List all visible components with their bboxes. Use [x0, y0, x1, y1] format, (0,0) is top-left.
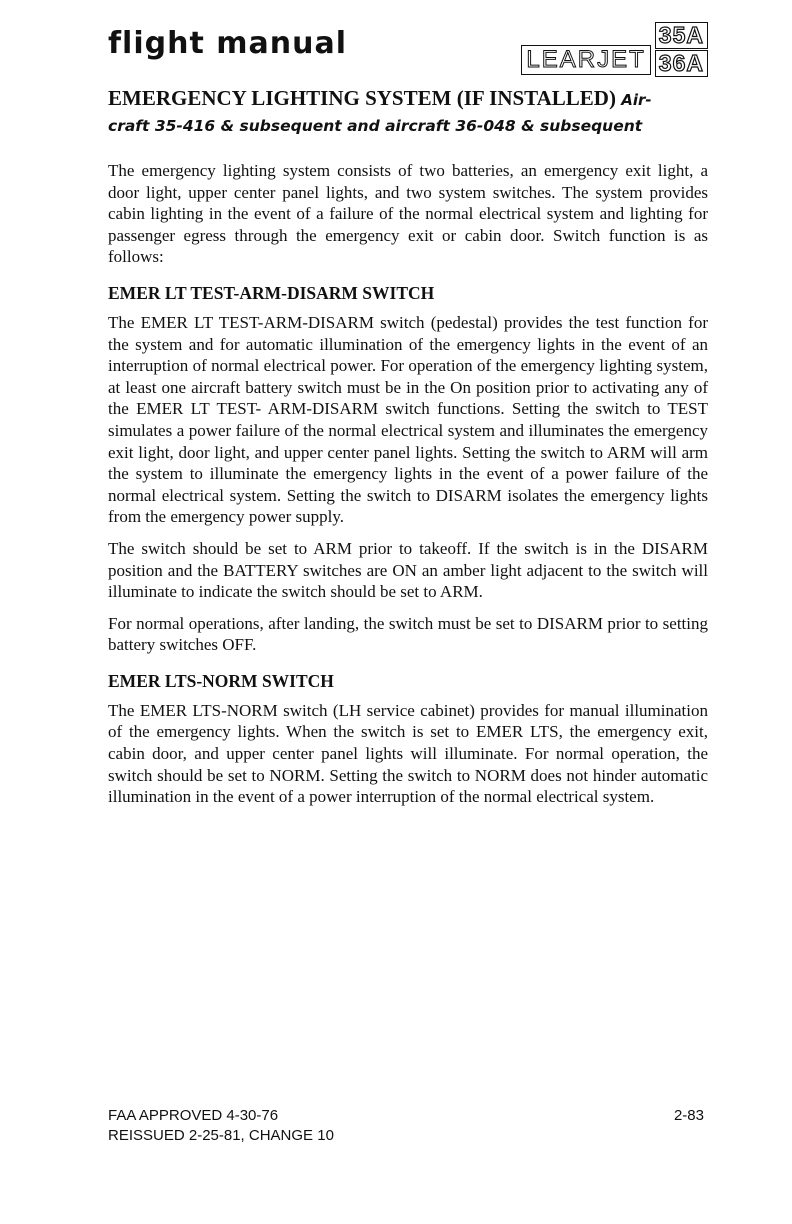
- intro-paragraph: The emergency lighting system consists of two batteries, an emergency exit light, a door light, upper center panel lights, and two system switches. The system provides cabin lighting in the event of a failure of the normal electrical system and lighting for passenger egress through the emergency exit or cabin door. Switch function is as follows:: [108, 161, 708, 267]
- reissue-note: REISSUED 2-25-81, CHANGE 10: [108, 1127, 334, 1144]
- applicability-start: Air-: [621, 91, 652, 109]
- logo-word: LEARJET: [521, 45, 650, 75]
- footer-approval-block: [108, 1106, 334, 1146]
- logo-model-36a: 36A: [655, 50, 708, 77]
- page-number: 2-83: [673, 1107, 704, 1124]
- switch1-paragraph-2: The switch should be set to ARM prior to takeoff. If the switch is in the DISARM position and the BATTERY switches are ON an amber light adjacent to the switch will illuminate to indicate the switch should be set to ARM.: [108, 538, 708, 602]
- section-title: EMERGENCY LIGHTING SYSTEM (IF INSTALLED): [108, 86, 616, 110]
- learjet-logo: [521, 22, 708, 77]
- switch2-heading: EMER LTS-NORM SWITCH: [108, 670, 334, 691]
- switch1-paragraph-3: For normal operations, after landing, the switch must be set to DISARM prior to setting battery switches OFF.: [108, 613, 708, 655]
- page-body: [108, 160, 708, 818]
- logo-models: [655, 22, 708, 77]
- switch1-heading: EMER LT TEST-ARM-DISARM SWITCH: [108, 282, 435, 303]
- page-footer: [108, 1106, 704, 1150]
- faa-approval: FAA APPROVED 4-30-76: [108, 1107, 279, 1124]
- section-title-block: [108, 86, 708, 139]
- logo-model-35a: 35A: [655, 22, 708, 49]
- applicability-text: craft 35-416 & subsequent and aircraft 36-048 & subsequent: [108, 117, 643, 135]
- switch1-paragraph-1: The EMER LT TEST-ARM-DISARM switch (pedestal) provides the test function for the system and for automatic illumination of the emergency lights in the event of an interruption of normal electrical power. For operation of the emergency lighting system, at least one aircraft battery switch must be in the On position prior to activating any of the EMER LT TEST- ARM-DISARM switch functions. Setting the switch to TEST simulates a power failure of the normal electrical system and illuminates the emergency exit light, door light, and upper center panel lights. Setting the switch to ARM will arm the system to illuminate the emergency lights in the event of a power failure of the normal electrical system. Setting the switch to DISARM isolates the emergency lights from the emergency power supply.: [108, 312, 708, 527]
- manual-title: flight manual: [108, 26, 347, 61]
- page-header: [108, 22, 708, 80]
- switch2-paragraph-1: The EMER LTS-NORM switch (LH service cabinet) provides for manual illumination of the emergency lights. When the switch is set to EMER LTS, the emergency exit, cabin door, and upper center panel lights will illuminate. For normal operation, the switch should be set to NORM. Setting the switch to NORM does not hinder automatic illumination in the event of a power interruption of the normal electrical system.: [108, 700, 708, 807]
